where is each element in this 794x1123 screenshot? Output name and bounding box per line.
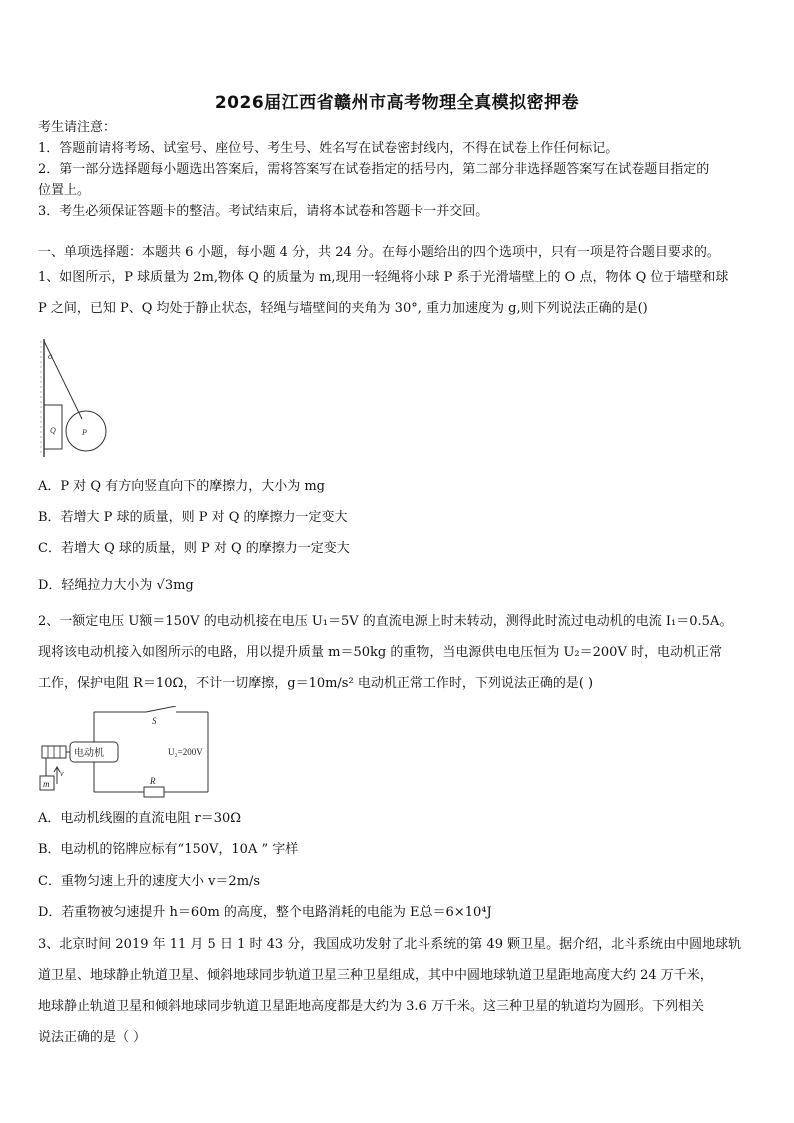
q2-stem-line-1: 2、一额定电压 U额＝150V 的电动机接在电压 U₁＝5V 的直流电源上时未转动，测得此时流过电动机的电流 I₁＝0.5A。 <box>38 614 733 629</box>
q2-option-d: D．若重物被匀速提升 h＝60m 的高度，整个电路消耗的电能为 E总＝6×10⁴J <box>38 905 492 920</box>
notice-item-1: 1．答题前请将考场、试室号、座位号、考生号、姓名写在试卷密封线内，不得在试卷上作任何标记。 <box>38 141 619 156</box>
q3-stem-line-4: 说法正确的是（ ） <box>38 1030 147 1045</box>
section-heading: 一、单项选择题：本题共 6 小题，每小题 4 分，共 24 分。在每小题给出的四个选项中，只有一项是符合题目要求的。 <box>38 245 720 260</box>
q1-stem-line-1: 1、如图所示，P 球质量为 2m,物体 Q 的质量为 m,现用一轻绳将小球 P 系于光滑墙壁上的 O 点，物体 Q 位于墙壁和球 <box>38 270 729 285</box>
q2-stem-line-3: 工作，保护电阻 R＝10Ω，不计一切摩擦，g＝10m/s² 电动机正常工作时，下列说法正确的是( ) <box>38 676 594 691</box>
label-p: P <box>82 428 87 437</box>
switch-label: S <box>152 716 157 726</box>
q1-option-c: C．若增大 Q 球的质量，则 P 对 Q 的摩擦力一定变大 <box>38 541 350 556</box>
label-o: o <box>48 351 53 361</box>
motor-label: 电动机 <box>74 748 104 759</box>
q2-stem-line-2: 现将该电动机接入如图所示的电路，用以提升质量 m＝50kg 的重物，当电源供电电压恒为 U₂＝200V 时，电动机正常 <box>38 645 722 660</box>
notice-item-2-cont: 位置上。 <box>38 183 91 198</box>
notice-heading: 考生请注意： <box>38 120 117 135</box>
q2-option-a: A．电动机线圈的直流电阻 r＝30Ω <box>38 811 242 826</box>
q2-option-c: C．重物匀速上升的速度大小 v＝2m/s <box>38 874 261 889</box>
q3-stem-line-3: 地球静止轨道卫星和倾斜地球同步轨道卫星距地高度都是大约为 3.6 万千米。这三种卫星的轨道均为圆形。下列相关 <box>38 999 704 1014</box>
q1-figure <box>38 337 110 459</box>
q1-option-d: D．轻绳拉力大小为 √3mg <box>38 578 194 593</box>
page-title: 2026届江西省赣州市高考物理全真模拟密押卷 <box>214 93 580 113</box>
velocity-label: v <box>60 769 64 778</box>
q1-stem-line-2: P 之间，已知 P、Q 均处于静止状态，轻绳与墙壁间的夹角为 30°, 重力加速度为 g,则下列说法正确的是() <box>38 301 648 316</box>
notice-item-2: 2．第一部分选择题每小题选出答案后，需将答案写在试卷指定的括号内，第二部分非选择题答案写在试卷题目指定的 <box>38 162 710 177</box>
voltage-label: U₂=200V <box>168 747 203 757</box>
q1-option-b: B．若增大 P 球的质量，则 P 对 Q 的摩擦力一定变大 <box>38 510 348 525</box>
notice-item-3: 3．考生必须保证答题卡的整洁。考试结束后，请将本试卷和答题卡一并交回。 <box>38 204 489 219</box>
resistor-r <box>144 787 164 797</box>
label-q: Q <box>50 426 56 435</box>
q3-stem-line-2: 道卫星、地球静止轨道卫星、倾斜地球同步轨道卫星三种卫星组成，其中中圆地球轨道卫星距地高度大约 24 万千米， <box>38 968 713 983</box>
switch-blade <box>146 706 176 712</box>
q2-circuit-figure <box>36 706 226 802</box>
resistor-label: R <box>150 776 156 786</box>
q1-option-a: A．P 对 Q 有方向竖直向下的摩擦力，大小为 mg <box>38 479 325 494</box>
q2-option-b: B．电动机的铭牌应标有“150V，10A ” 字样 <box>38 842 299 857</box>
q3-stem-line-1: 3、北京时间 2019 年 11 月 5 日 1 时 43 分，我国成功发射了北斗系统的第 49 颗卫星。据介绍，北斗系统由中圆地球轨 <box>38 937 742 952</box>
mass-label: m <box>43 779 50 789</box>
